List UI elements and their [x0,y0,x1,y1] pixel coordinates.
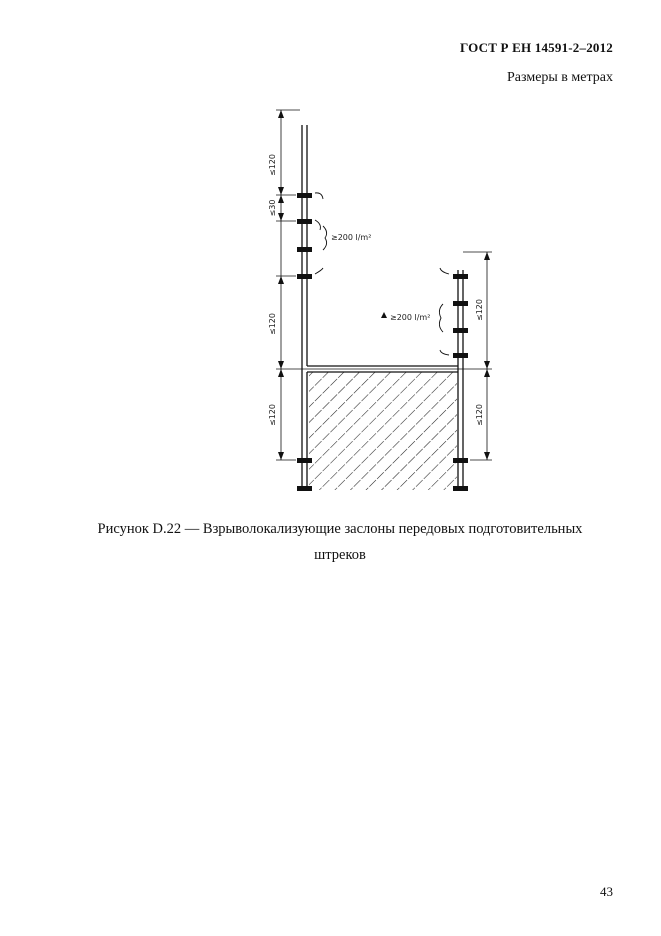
right-load-arrow [381,312,387,318]
document-standard-header: ГОСТ Р ЕН 14591-2–2012 [460,40,613,55]
left-dimension-chain [276,110,300,460]
barrier-marker [453,458,468,463]
dim-left-middle-label: ≤120 [268,313,277,335]
right-load-bracket [439,304,443,332]
hatched-rock-area [309,372,457,490]
barrier-marker [297,247,312,252]
load-left-label: ≥200 l/m² [331,233,372,242]
barrier-marker [453,353,468,358]
left-load-bracket [323,226,327,250]
barrier-marker [297,274,312,279]
load-right-label: ≥200 l/m² [390,313,431,322]
units-note: Размеры в метрах [507,70,613,85]
barrier-marker [297,486,312,491]
leader-hooks [315,193,449,355]
barrier-marker [297,458,312,463]
barrier-marker [297,193,312,198]
barrier-marker [297,219,312,224]
page-number: 43 [600,884,613,899]
caption-line-2: штреков [314,547,366,563]
barrier-marker [453,301,468,306]
barrier-marker [453,274,468,279]
dim-left-bottom-label: ≤120 [268,404,277,426]
barrier-marker [453,486,468,491]
left-roadway-walls [302,125,307,490]
dim-right-bottom-label: ≤120 [475,404,484,426]
dim-right-top-label: ≤120 [475,299,484,321]
figure-caption [60,516,620,568]
dim-left-spacing-label: ≤30 [268,199,277,217]
caption-line-1: Рисунок D.22 — Взрыволокализующие заслоны передовых подготовительных [97,521,583,537]
barrier-marker [453,328,468,333]
dim-left-top-label: ≤120 [268,154,277,176]
